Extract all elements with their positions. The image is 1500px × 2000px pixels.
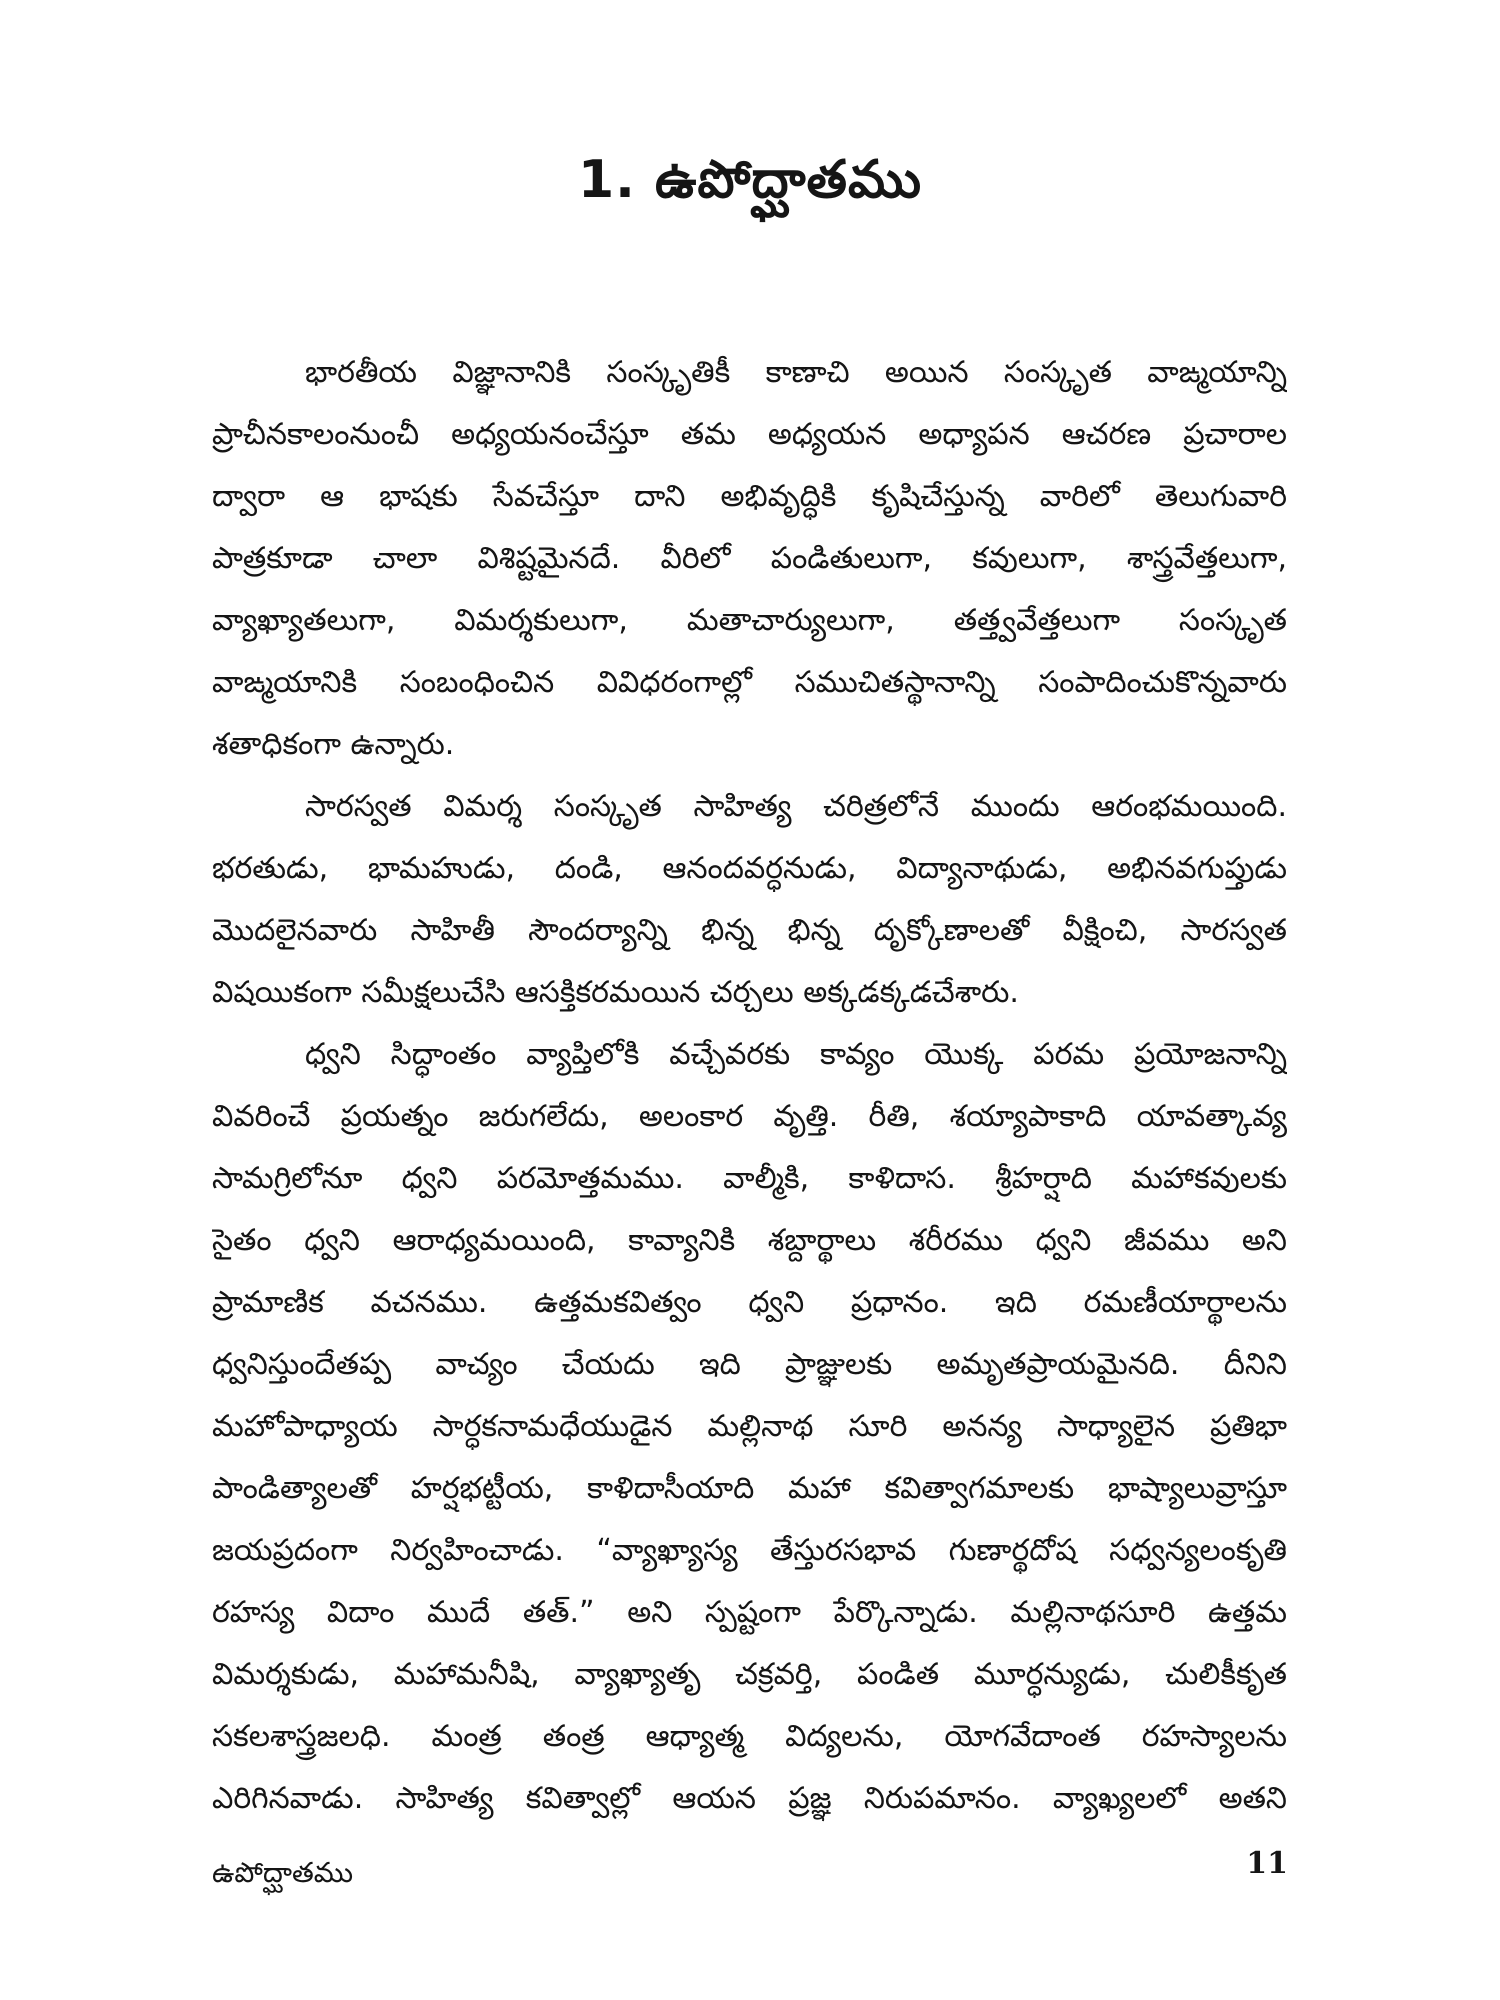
running-footer-title: ఉపోద్ఘాతము <box>212 1856 354 1889</box>
text-line: వాఙ్మయానికి సంబంధించిన వివిధరంగాల్లో సముచితస్థానాన్ని సంపాదించుకొన్నవారు <box>212 665 1287 700</box>
text-line: మొదలైనవారు సాహితీ సౌందర్యాన్ని భిన్న భిన్న దృక్కోణాలతో వీక్షించి, సారస్వత <box>212 913 1287 948</box>
text-line: శతాధికంగా ఉన్నారు. <box>212 727 455 762</box>
text-line: సకలశాస్త్రజలధి. మంత్ర తంత్ర ఆధ్యాత్మ విద్యలను, యోగవేదాంత రహస్యాలను <box>212 1719 1287 1754</box>
text-line: రహస్య విదాం ముదే తత్.” అని స్పష్టంగా పేర్కొన్నాడు. మల్లినాథసూరి ఉత్తమ <box>212 1595 1287 1630</box>
text-line: ప్రాచీనకాలంనుంచీ అధ్యయనంచేస్తూ తమ అధ్యయన అధ్యాపన ఆచరణ ప్రచారాల <box>212 417 1287 452</box>
text-line: మహోపాధ్యాయ సార్ధకనామధేయుడైన మల్లినాథ సూరి అనన్య సాధ్యాలైన ప్రతిభా <box>212 1409 1287 1444</box>
text-line: వ్యాఖ్యాతలుగా, విమర్శకులుగా, మతాచార్యులుగా, తత్త్వవేత్తలుగా సంస్కృత <box>212 603 1287 638</box>
text-line: సామగ్రిలోనూ ధ్వని పరమోత్తమము. వాల్మీకి, కాళిదాస. శ్రీహర్షాది మహాకవులకు <box>212 1161 1287 1196</box>
text-line: సారస్వత విమర్శ సంస్కృత సాహిత్య చరిత్రలోనే ముందు ఆరంభమయింది. <box>305 789 1287 824</box>
text-line: విషయికంగా సమీక్షలుచేసి ఆసక్తికరమయిన చర్చలు అక్కడక్కడచేశారు. <box>212 975 1019 1010</box>
text-line: విమర్శకుడు, మహామనీషి, వ్యాఖ్యాతృ చక్రవర్తి, పండిత మూర్ధన్యుడు, చులికీకృత <box>212 1657 1287 1692</box>
text-line: ప్రామాణిక వచనము. ఉత్తమకవిత్వం ధ్వని ప్రధానం. ఇది రమణీయార్థాలను <box>212 1285 1287 1320</box>
text-line: భరతుడు, భామహుడు, దండి, ఆనందవర్ధనుడు, విద్యానాథుడు, అభినవగుప్తుడు <box>212 851 1287 886</box>
text-line: ధ్వనిస్తుందేతప్ప వాచ్యం చేయదు ఇది ప్రాజ్ఞులకు అమృతప్రాయమైనది. దీనిని <box>212 1347 1287 1382</box>
text-line: భారతీయ విజ్ఞానానికి సంస్కృతికీ కాణాచి అయిన సంస్కృత వాఙ్మయాన్ని <box>305 355 1287 390</box>
text-line: పాత్రకూడా చాలా విశిష్టమైనదే. వీరిలో పండితులుగా, కవులుగా, శాస్త్రవేత్తలుగా, <box>212 541 1287 576</box>
chapter-title: 1. ఉపోద్ఘాతము <box>577 150 922 210</box>
text-line: జయప్రదంగా నిర్వహించాడు. “వ్యాఖ్యాస్య తేస్తురసభావ గుణార్థదోష సధ్వన్యలంకృతి <box>212 1533 1287 1568</box>
text-line: ద్వారా ఆ భాషకు సేవచేస్తూ దాని అభివృద్ధికి కృషిచేస్తున్న వారిలో తెలుగువారి <box>212 479 1287 514</box>
text-line: ధ్వని సిద్ధాంతం వ్యాప్తిలోకి వచ్చేవరకు కావ్యం యొక్క పరమ ప్రయోజనాన్ని <box>305 1037 1287 1072</box>
text-line: వివరించే ప్రయత్నం జరుగలేదు, అలంకార వృత్తి. రీతి, శయ్యాపాకాది యావత్కావ్య <box>212 1099 1287 1134</box>
text-line: ఎరిగినవాడు. సాహిత్య కవిత్వాల్లో ఆయన ప్రజ్ఞ నిరుపమానం. వ్యాఖ్యలలో అతని <box>212 1781 1287 1816</box>
text-line: సైతం ధ్వని ఆరాధ్యమయింది, కావ్యానికి శబ్దార్థాలు శరీరము ధ్వని జీవము అని <box>212 1223 1287 1258</box>
text-line: పాండిత్యాలతో హర్షభట్టీయ, కాళిదాసీయాది మహా కవిత్వాగమాలకు భాష్యాలువ్రాస్తూ <box>212 1471 1287 1506</box>
page-number: 11 <box>1246 1846 1288 1881</box>
